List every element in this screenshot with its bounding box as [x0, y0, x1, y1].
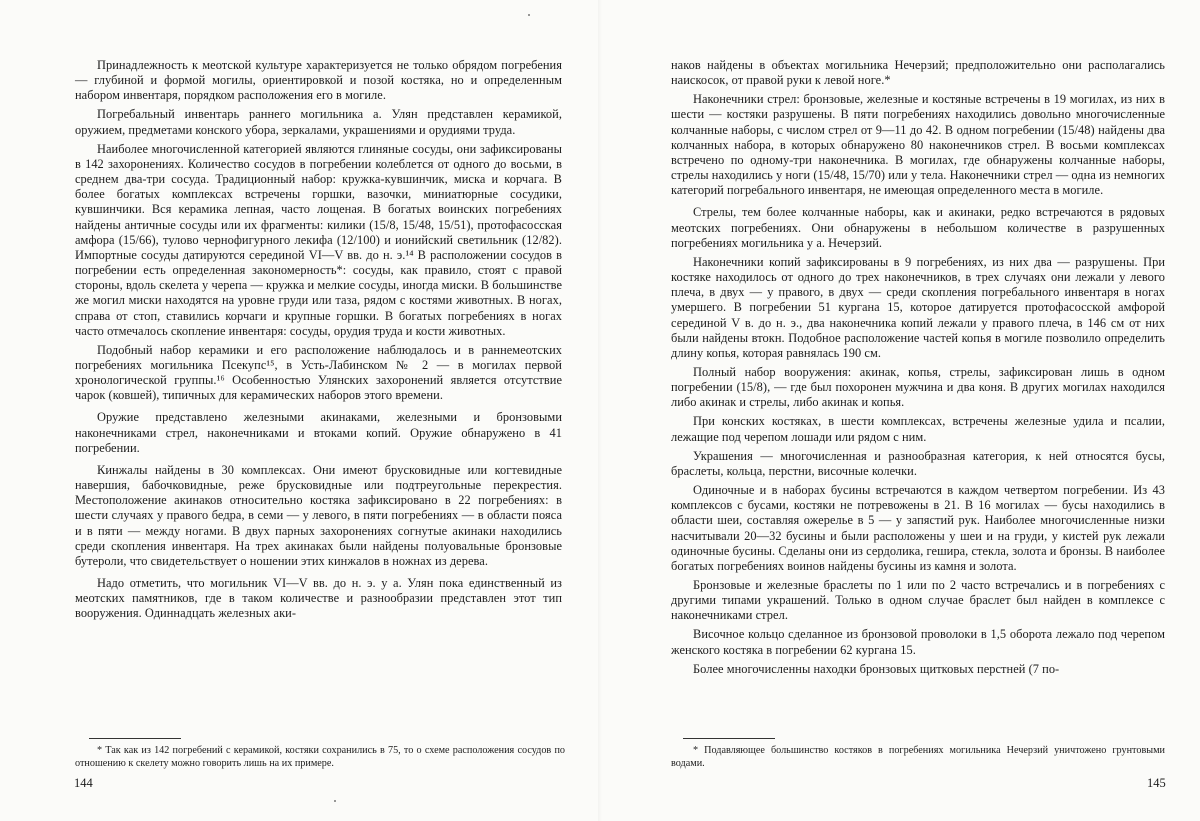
footnote: * Так как из 142 погребений с керамикой, костяки сохранились в 75, то о схеме расположения сосудов по отношению к скелету можно говорить лишь на их примере. [75, 745, 565, 769]
paragraph: Принадлежность к меотской культуре характеризуется не только обрядом погребения — глубиной и формой могилы, ориентировкой и позой костяка, но и определенным набором инвентаря, порядком расположения его в могиле. [75, 58, 562, 103]
right-page-text [671, 58, 1165, 681]
paragraph: Наконечники стрел: бронзовые, железные и костяные встречены в 19 могилах, из них в шести — костяки разрушены. В пяти погребениях находились довольно многочисленные колчанные наборы, с числом стрел от 9—11 до 42. В одном погребении (15/48) найдены два колчанных набора, в которых обнаружено 80 наконечников стрел. В восьми комплексах встречено по одному-три наконечника. В могилах, где обнаружены колчанные наборы, стрелы находились у ноги (15/48, 15/70) или у тела. Наконечники стрел — одна из немногих категорий погребального инвентаря, не имеющая определенного места в могиле. [671, 92, 1165, 198]
paragraph: Одиночные и в наборах бусины встречаются в каждом четвертом погребении. Из 43 комплексов с бусами, костяки не потревожены в 21. В 16 могилах — бусы находились в области шеи, составляя ожерелье в 5 — у запястий рук. Наиболее многочисленные низки насчитывали 20—32 бусины и были расположены у шеи и на груди, у кистей рук лежали одиночные бусины. Сделаны они из сердолика, гешира, стекла, золота и бронзы. В наиболее богатых погребениях воинов найдены бусины из камня и золота. [671, 483, 1165, 573]
paragraph: Бронзовые и железные браслеты по 1 или по 2 часто встречались и в погребениях с другими типами украшений. Только в одном случае браслет был найден в комплексе с наконечниками стрел. [671, 578, 1165, 623]
page-number: 145 [1147, 776, 1166, 790]
paragraph: наков найдены в объектах могильника Нечерзий; предположительно они располагались наискосок, от правой руки к левой ноге.* [671, 58, 1165, 88]
footnote-divider [683, 738, 775, 739]
paragraph: Кинжалы найдены в 30 комплексах. Они имеют брусковидные или когтевидные навершия, бабочковидные, реже брусковидные или подтреугольные перекрестия. Местоположение акинаков относительно костяка зафиксировано в 22 погребениях: в шести случаях у правого бедра, в семи — у левого, в пяти погребениях — в области пояса и в пяти — между ногами. В двух парных захоронениях согнутые акинаки находились среди скопления инвентаря. На трех акинаках были найдены полуовальные бронзовые бутероли, что свидетельствует о ношении этих кинжалов в ножнах из дерева. [75, 462, 562, 568]
paragraph: Украшения — многочисленная и разнообразная категория, к ней относятся бусы, браслеты, кольца, перстни, височные колечки. [671, 448, 1165, 478]
left-page-text [75, 58, 562, 625]
right-page [600, 0, 1200, 821]
scan-speck [334, 800, 336, 802]
page-number: 144 [74, 776, 93, 790]
scan-speck [528, 14, 530, 16]
footnote: * Подавляющее большинство костяков в погребениях могильника Нечерзий уничтожено грунтовыми водами. [671, 745, 1165, 769]
paragraph: Более многочисленны находки бронзовых щитковых перстней (7 по- [693, 661, 1060, 676]
paragraph: Стрелы, тем более колчанные наборы, как и акинаки, редко встречаются в рядовых меотских погребениях. Они обнаружены в небольшом количестве в разрушенных погребениях могильника у а. Нечерзий. [671, 205, 1165, 250]
paragraph: Надо отметить, что могильник VI—V вв. до н. э. у а. Улян пока единственный из меотских памятников, где в таком количестве и разнообразии представлен этот тип вооружения. Одиннадцать железных аки- [75, 576, 562, 621]
paragraph: Височное кольцо сделанное из бронзовой проволоки в 1,5 оборота лежало под черепом женского костяка в погребении 62 кургана 15. [671, 627, 1165, 657]
paragraph: Полный набор вооружения: акинак, копья, стрелы, зафиксирован лишь в одном погребении (15/8), — где был похоронен мужчина и два коня. В других могилах находился либо акинак и стрелы, либо акинак и копья. [671, 364, 1165, 410]
paragraph: Погребальный инвентарь раннего могильника а. Улян представлен керамикой, оружием, предметами конского убора, зеркалами, украшениями и орудиями труда. [75, 107, 562, 137]
paragraph: Подобный набор керамики и его расположение наблюдалось и в раннемеотских погребениях могильника Псекупс¹⁵, в Усть-Лабинском № 2 — в могилах первой хронологической группы.¹⁶ Особенностью Улянских захоронений является отсутствие чарок (ковшей), типичных для керамических наборов этого времени. [75, 342, 562, 403]
paragraph: Оружие представлено железными акинаками, железными и бронзовыми наконечниками стрел, наконечниками и втоками копий. Оружие обнаружено в 41 погребении. [75, 410, 562, 455]
paragraph: Наиболее многочисленной категорией являются глиняные сосуды, они зафиксированы в 142 захоронениях. Количество сосудов в погребении колеблется от одного до восьми, в среднем два-три сосуда. Традиционный набор: кружка-кувшинчик, миска и корчага. В более богатых комплексах встречены горшки, вазочки, миниатюрные сосудики, кувшинчики. Вся керамика лепная, часто лощеная. В богатых воинских погребениях найдены античные сосуды или их фрагменты: килики (15/8, 15/48, 15/51), протофасосская амфора (15/66), тулово чернофигурного лекифа (12/100) и ионийский светильник (12/82). Импортные сосуды датируются серединой VI—V вв. до н. э.¹⁴ В расположении сосудов в погребении есть определенная закономерность*: сосуды, как правило, стоят с правой стороны, вдоль скелета у черепа — кружка и мелкие сосуды, иногда миски. В большинстве же могил миски находятся на уровне груди или таза, рядом с костями животных. В ногах, справа от стоп, ставились корчаги и крупные горшки. В богатых погребениях в ногах часто отмечалось скопление инвентаря: сосуды, орудия труда и кости животных. [75, 141, 562, 338]
paragraph: Наконечники копий зафиксированы в 9 погребениях, из них два — разрушены. При костяке находилось от одного до трех наконечников, в трех случаях они лежали у левого плеча, в двух — у правого, в двух — среди скопления погребального инвентаря в ногах умершего. В погребении 51 кургана 15, которое датируется протофасосской амфорой серединой V в. до н. э., два наконечника копий лежали у правого плеча, в 146 см от них были найдены втокн. Подобное расположение частей копья в могиле позволило определить длину копья, которая равнялась 190 см. [671, 254, 1165, 360]
paragraph: При конских костяках, в шести комплексах, встречены железные удила и псалии, лежащие под черепом лошади или рядом с ним. [671, 414, 1165, 444]
footnote-divider [89, 738, 181, 739]
